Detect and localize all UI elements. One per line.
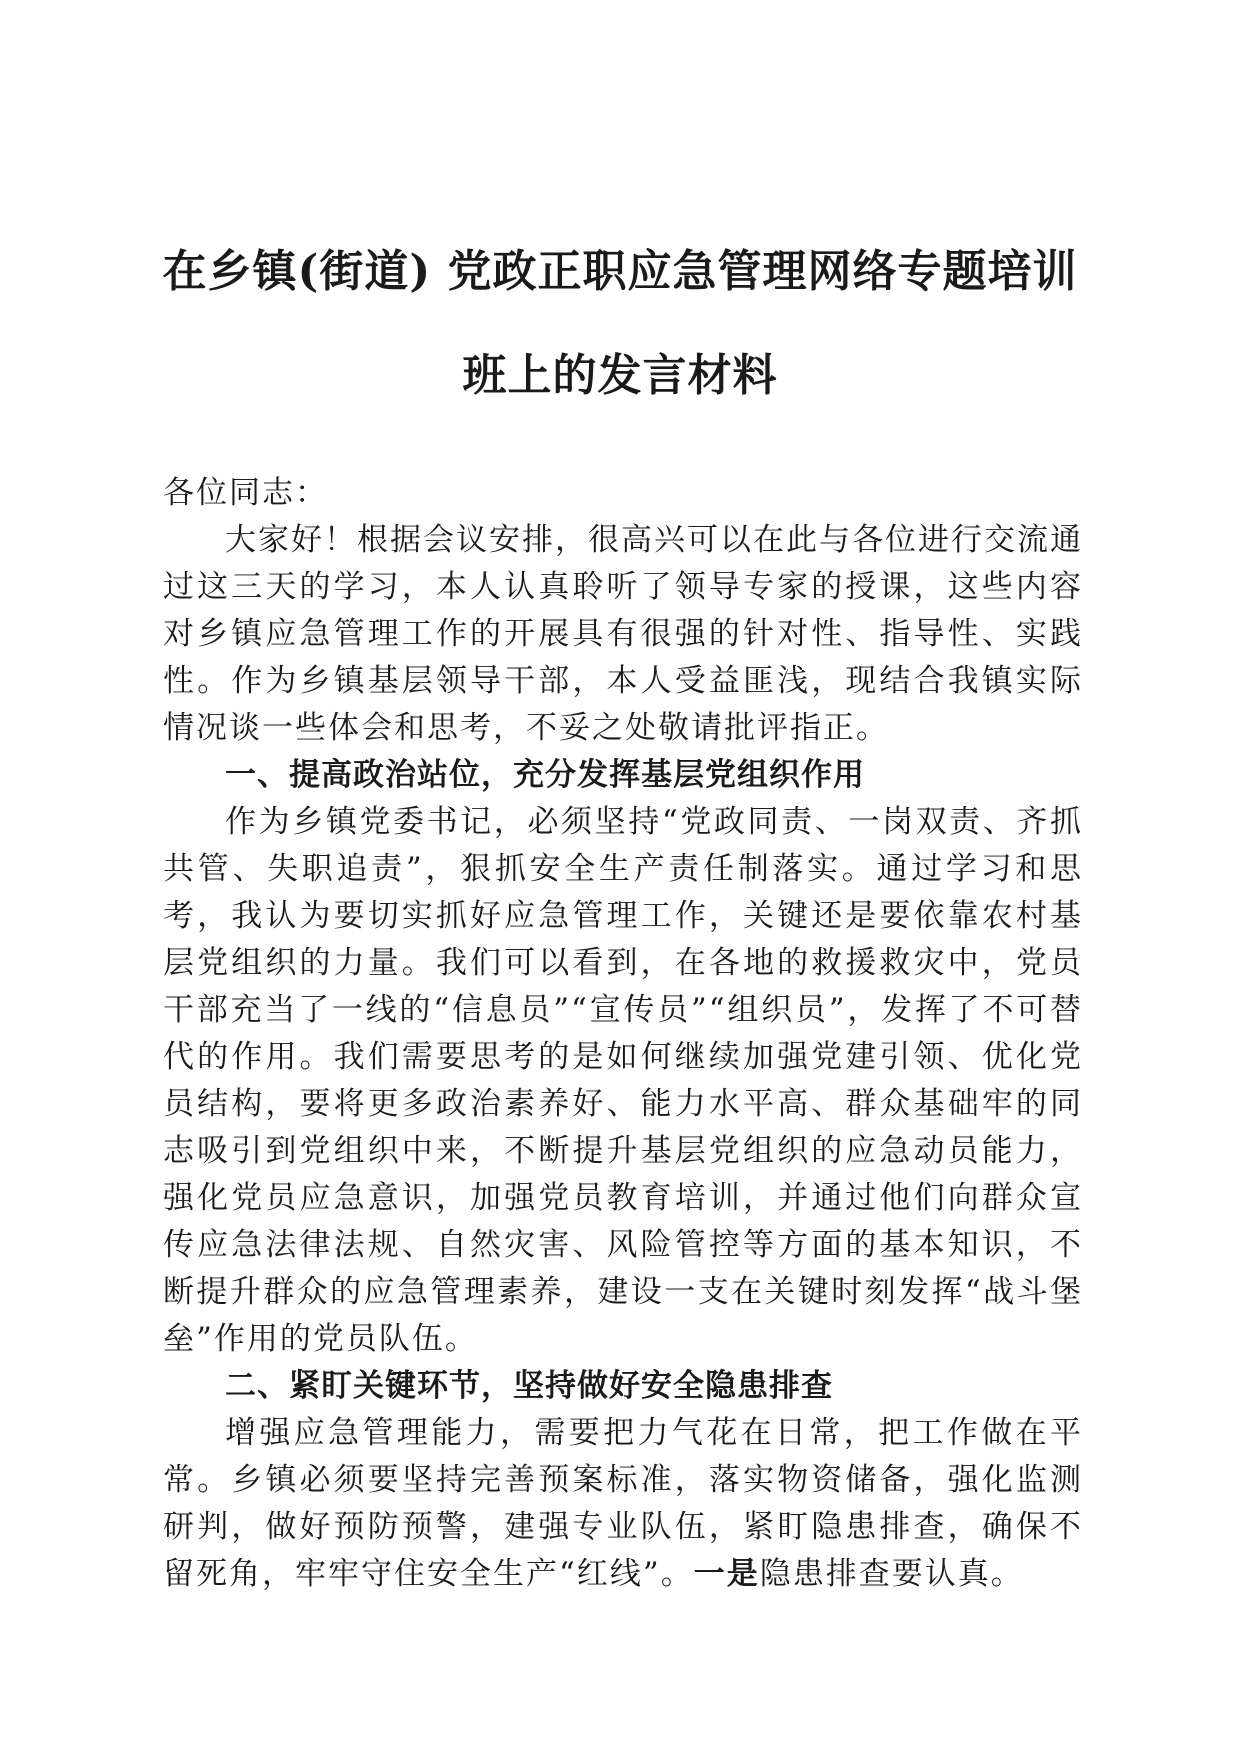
section-1-paragraph: 作为乡镇党委书记，必须坚持“党政同责、一岗双责、齐抓共管、失职追责”，狠抓安全生产责任制落实。通过学习和思考，我认为要切实抓好应急管理工作，关键还是要依靠农村基层党组织的力量。我们可以看到，在各地的救援救灾中，党员干部充当了一线的“信息员”“宣传员”“组织员”，发挥了不可替代的作用。我们需要思考的是如何继续加强党建引领、优化党员结构，要将更多政治素养好、能力水平高、群众基础牢的同志吸引到党组织中来，不断提升基层党组织的应急动员能力，强化党员应急意识，加强党员教育培训，并通过他们向群众宣传应急法律法规、自然灾害、风险管控等方面的基本知识，不断提升群众的应急管理素养，建设一支在关键时刻发挥“战斗堡垒”作用的党员队伍。: [163, 804, 1083, 1357]
document-title-line-2: 班上的发言材料: [462, 350, 778, 401]
section-2-paragraph: [163, 1410, 1083, 1598]
intro-paragraph: 大家好！根据会议安排，很高兴可以在此与各位进行交流通过这三天的学习，本人认真聆听了领导专家的授课，这些内容对乡镇应急管理工作的开展具有很强的针对性、指导性、实践性。作为乡镇基层领导干部，本人受益匪浅，现结合我镇实际情况谈一些体会和思考，不妥之处敬请批评指正。: [163, 522, 1083, 746]
salutation: 各位同志：: [163, 475, 328, 511]
document-body: [163, 470, 1083, 1598]
section-2-paragraph-tail: 隐患排查要认真。: [759, 1556, 1024, 1592]
section-2-paragraph-main: 增强应急管理能力，需要把力气花在日常，把工作做在平常。乡镇必须要坚持完善预案标准，落实物资储备，强化监测研判，做好预防预警，建强专业队伍，紧盯隐患排查，确保不留死角，牢牢守住安全生产“红线”。: [163, 1415, 1083, 1592]
section-2-heading: 二、紧盯关键环节，坚持做好安全隐患排查: [225, 1368, 833, 1404]
document-title-line-1: 在乡镇(街道) 党政正职应急管理网络专题培训: [162, 246, 1078, 297]
section-1-heading: 一、提高政治站位，充分发挥基层党组织作用: [225, 757, 865, 793]
section-2-emphasis: 一是: [693, 1556, 760, 1592]
